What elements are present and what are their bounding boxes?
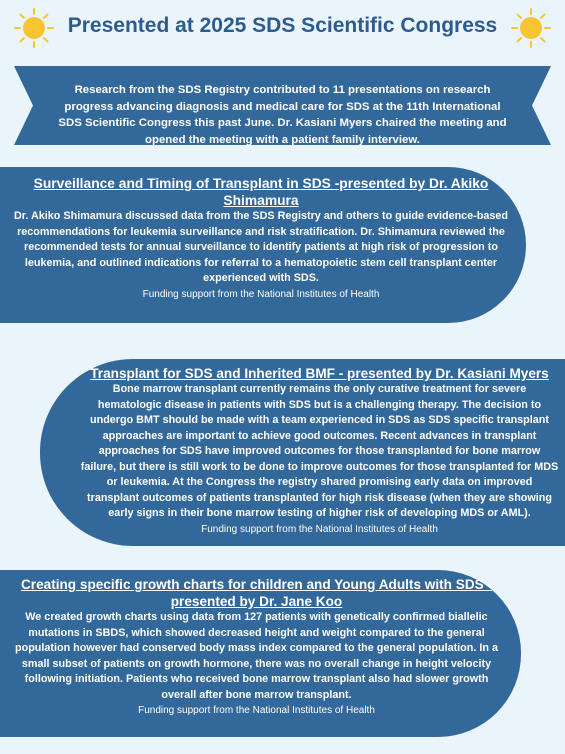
- presentation-title: Creating specific growth charts for children and Young Adults with SDS - presented by Dr. Jane Koo: [20, 577, 493, 609]
- presentation-body: We created growth charts using data from 127 patients with genetically confirmed biallelic mutations in SBDS, which showed decreased height and weight compared to the general population however had conserved body mass index compared to the general population. In a small subset of patients on growth hormone, there was no overall change in height velocity following initiation. Patients who received bone marrow transplant also had slower growth overall after bone marrow transplant.: [15, 611, 498, 701]
- presentation-title: Transplant for SDS and Inherited BMF - presented by Dr. Kasiani Myers: [90, 366, 549, 381]
- funding-note: Funding support from the National Institutes of Health: [142, 288, 380, 300]
- presentation-title: Surveillance and Timing of Transplant in SDS -presented by Dr. Akiko Shimamura: [33, 176, 489, 208]
- presentation-body: Dr. Akiko Shimamura discussed data from the SDS Registry and others to guide evidence-based recommendations for leukemia surveillance and risk stratification. Dr. Shimamura reviewed the recommended tests for annual surveillance to identify patients at high risk of progression to leukemia, and outlined indications for referral to a hematopoietic stem cell transplant center experienced with SDS.: [14, 210, 508, 284]
- presentation-card-shimamura: [0, 167, 526, 323]
- funding-note: Funding support from the National Institutes of Health: [201, 523, 438, 535]
- funding-note: Funding support from the National Institutes of Health: [138, 705, 375, 716]
- presentation-card-myers: [40, 359, 565, 546]
- page-title: Presented at 2025 SDS Scientific Congress: [67, 14, 498, 37]
- intro-banner: [14, 66, 551, 145]
- presentation-card-koo: [0, 570, 521, 737]
- presentation-body: Bone marrow transplant currently remains the only curative treatment for severe hematologic disease in patients with SDS but is a challenging therapy. The decision to undergo BMT should be made with a team experienced in SDS as SDS specific transplant approaches are important to achieve good outcomes. Recent advances in transplant approaches for SDS have improved outcomes for those transplanted for bone marrow failure, but there is still work to be done to improve outcomes for those transplanted for MDS or leukemia. At the Congress the registry shared promising early data on improved transplant outcomes of patients transplanted for high risk disease (when they are showing early signs in their bone marrow testing of higher risk of developing MDS or AML).: [80, 383, 559, 519]
- intro-text: Research from the SDS Registry contributed to 11 presentations on research progress advancing diagnosis and medical care for SDS at the 11th International SDS Scientific Congress this past June. Dr. Kasiani Myers chaired the meeting and opened the meeting with a patient family interview.: [58, 84, 507, 146]
